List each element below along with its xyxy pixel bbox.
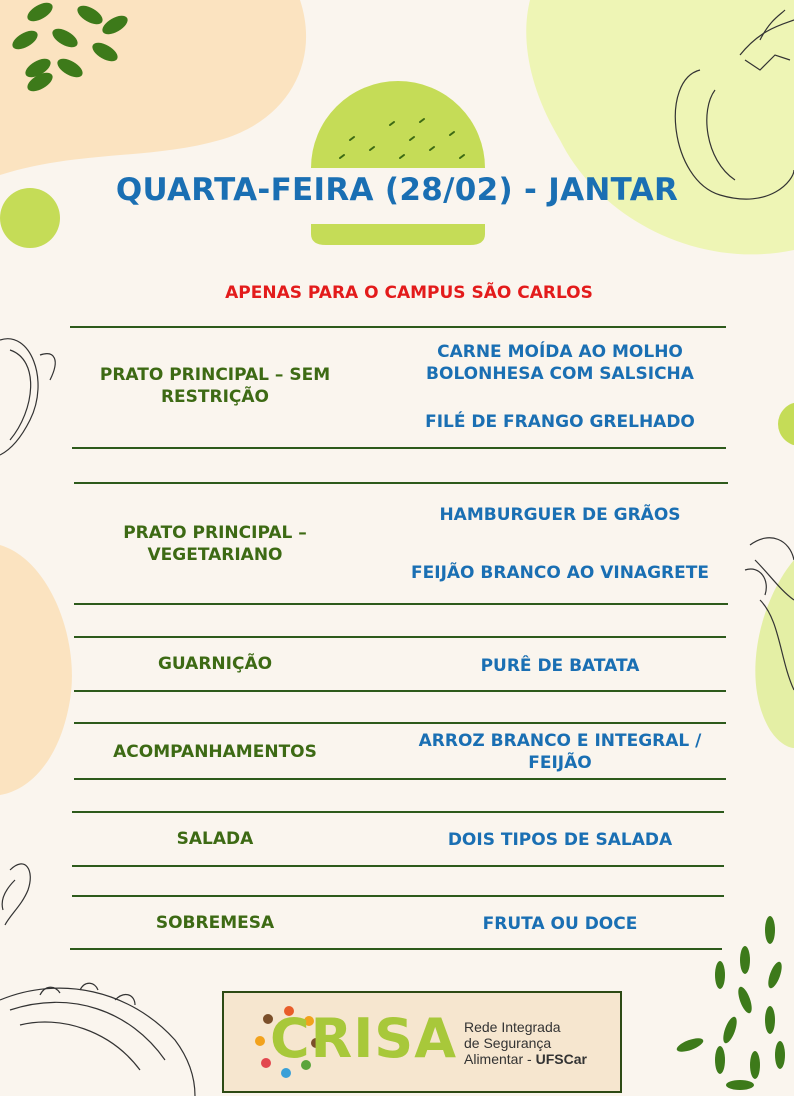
- menu-items: [370, 334, 750, 440]
- category-label: ACOMPANHAMENTOS: [113, 742, 317, 762]
- menu-item: PURÊ DE BATATA: [480, 656, 640, 676]
- menu-items: [370, 813, 750, 867]
- menu-row-salad: [70, 811, 726, 869]
- menu-item: FEIJÃO BRANCO AO VINAGRETE: [411, 563, 709, 583]
- menu-item: HAMBURGUER DE GRÃOS: [439, 505, 681, 525]
- menu-row-side: [70, 636, 726, 694]
- row-bottom-line: [74, 603, 728, 605]
- menu-item: FILÉ DE FRANGO GRELHADO: [425, 412, 695, 432]
- row-top-line: [70, 326, 726, 328]
- menu-items: [370, 724, 750, 780]
- category-label: GUARNIÇÃO: [157, 654, 273, 674]
- category-label: SALADA: [176, 829, 254, 849]
- crisa-logo-banner: [222, 991, 622, 1093]
- page-title: QUARTA-FEIRA (28/02) - JANTAR: [115, 172, 679, 208]
- menu-items: [370, 897, 750, 951]
- menu-row-accompaniments: [70, 722, 726, 782]
- category-label: SOBREMESA: [155, 913, 275, 933]
- menu-row-main-vegetarian: [70, 482, 726, 606]
- menu-item: ARROZ BRANCO E INTEGRAL / FEIJÃO: [418, 731, 702, 773]
- menu-row-dessert: [70, 895, 726, 953]
- row-top-line: [74, 482, 728, 484]
- category-label: PRATO PRINCIPAL – SEM RESTRIÇÃO: [99, 365, 331, 407]
- logo-description: Rede Integrada de Segurança Alimentar - UFSCar: [464, 1019, 587, 1067]
- campus-notice: APENAS PARA O CAMPUS SÃO CARLOS: [225, 283, 593, 303]
- crisa-wordmark: CRISA: [270, 1007, 457, 1070]
- menu-item: FRUTA OU DOCE: [482, 914, 638, 934]
- menu-row-main-unrestricted: [70, 326, 726, 450]
- row-bottom-line: [72, 447, 726, 449]
- menu-item: CARNE MOÍDA AO MOLHO BOLONHESA COM SALSICHA: [426, 342, 694, 384]
- menu-item: DOIS TIPOS DE SALADA: [447, 830, 673, 850]
- menu-items: [370, 492, 750, 596]
- menu-items: [370, 638, 750, 694]
- category-label: PRATO PRINCIPAL – VEGETARIANO: [123, 523, 307, 565]
